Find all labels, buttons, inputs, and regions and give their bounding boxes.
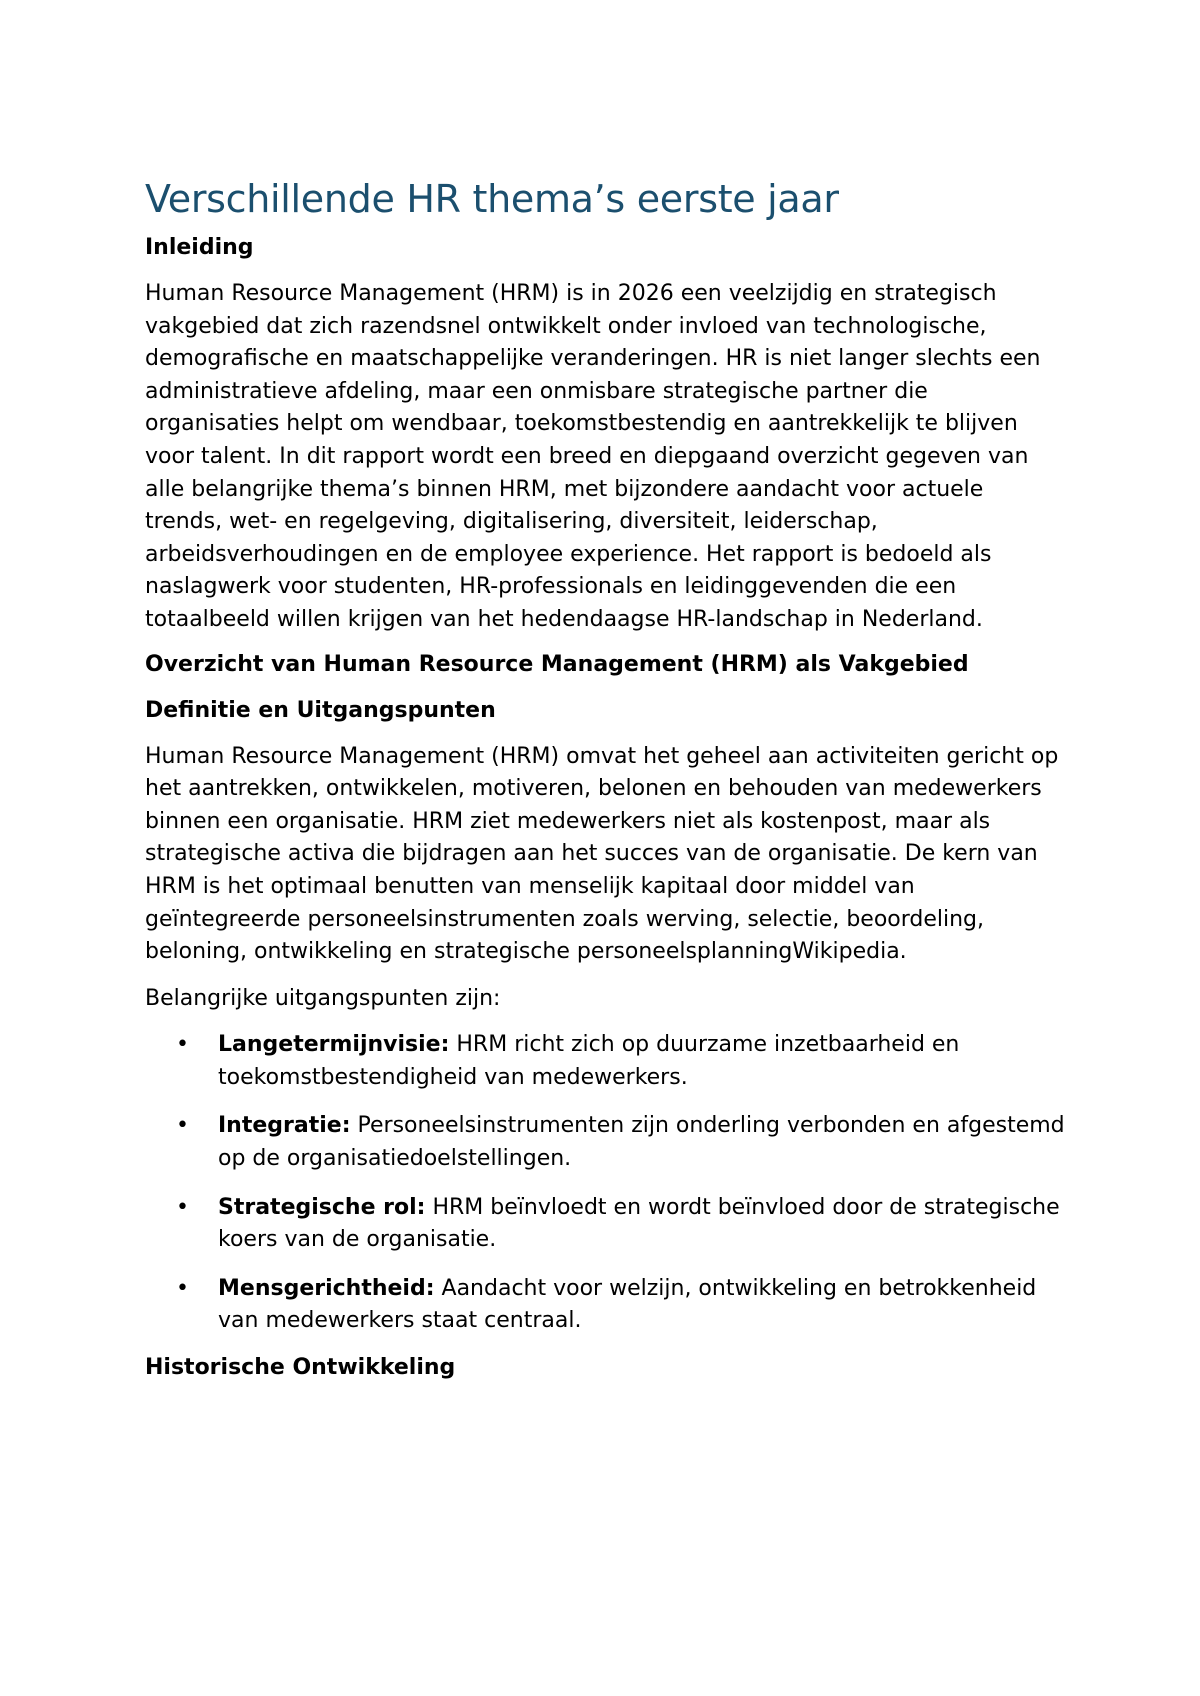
- bullet-text: Aandacht voor welzijn, ontwikkeling en betrokkenheid van medewerkers staat centraal.: [218, 1275, 1037, 1334]
- bullet-text: HRM richt zich op duurzame inzetbaarheid en toekomstbestendigheid van medewerkers.: [218, 1032, 960, 1090]
- paragraph-definitie: Human Resource Management (HRM) omvat het geheel aan activiteiten gericht op het aantrekken, ontwikkelen, motiveren, belonen en behouden van medewerkers binnen een organisatie. HRM ziet medewerkers niet als kostenpost, maar als strategische activa die bijdragen aan het succes van de organisatie. De kern van HRM is het optimaal benutten van menselijk kapitaal door middel van geïntegreerde personeelsinstrumenten zoals werving, selectie, beoordeling, beloning, ontwikkeling en strategische personeelsplanningWikipedia.: [145, 743, 1059, 965]
- list-item: [176, 1273, 1065, 1338]
- list-item: [176, 1029, 1065, 1094]
- list-item: [176, 1192, 1065, 1257]
- bullet-term: Mensgerichtheid:: [218, 1275, 435, 1301]
- bullet-text: Personeelsinstrumenten zijn onderling verbonden en afgestemd op de organisatiedoelstellingen.: [218, 1113, 1065, 1172]
- paragraph-inleiding: Human Resource Management (HRM) is in 2026 een veelzijdig en strategisch vakgebied dat zich razendsnel ontwikkelt onder invloed van technologische, demografische en maatschappelijke veranderingen. HR is niet langer slechts een administratieve afdeling, maar een onmisbare strategische partner die organisaties helpt om wendbaar, toekomstbestendig en aantrekkelijk te blijven voor talent. In dit rapport wordt een breed en diepgaand overzicht gegeven van alle belangrijke thema’s binnen HRM, met bijzondere aandacht voor actuele trends, wet- en regelgeving, digitalisering, diversiteit, leiderschap, arbeidsverhoudingen en de employee experience. Het rapport is bedoeld als naslagwerk voor studenten, HR-professionals en leidinggevenden die een totaalbeeld willen krijgen van het hedendaagse HR-landschap in Nederland.: [145, 281, 1041, 632]
- paragraph-uitgangspunten-intro: Belangrijke uitgangspunten zijn:: [145, 985, 501, 1011]
- bullet-text: HRM beïnvloedt en wordt beïnvloed door de strategische koers van de organisatie.: [218, 1194, 1060, 1253]
- list-item: [176, 1110, 1065, 1175]
- heading-inleiding: Inleiding: [145, 235, 254, 260]
- heading-definitie: Definitie en Uitgangspunten: [145, 697, 496, 723]
- bullet-icon: •: [176, 1032, 189, 1058]
- bullet-icon: •: [176, 1113, 189, 1139]
- heading-historisch: Historische Ontwikkeling: [145, 1355, 456, 1381]
- bullet-icon: •: [176, 1194, 189, 1220]
- document-title: Verschillende HR thema’s eerste jaar: [145, 177, 839, 221]
- document-page: [145, 175, 1065, 1384]
- bullet-term: Langetermijnvisie:: [218, 1032, 450, 1058]
- bullet-icon: •: [176, 1275, 189, 1301]
- bullet-term: Integratie:: [218, 1113, 351, 1139]
- heading-overzicht: Overzicht van Human Resource Management (HRM) als Vakgebied: [145, 651, 969, 677]
- bullet-term: Strategische rol:: [218, 1194, 426, 1220]
- bullet-list: [145, 1029, 1065, 1338]
